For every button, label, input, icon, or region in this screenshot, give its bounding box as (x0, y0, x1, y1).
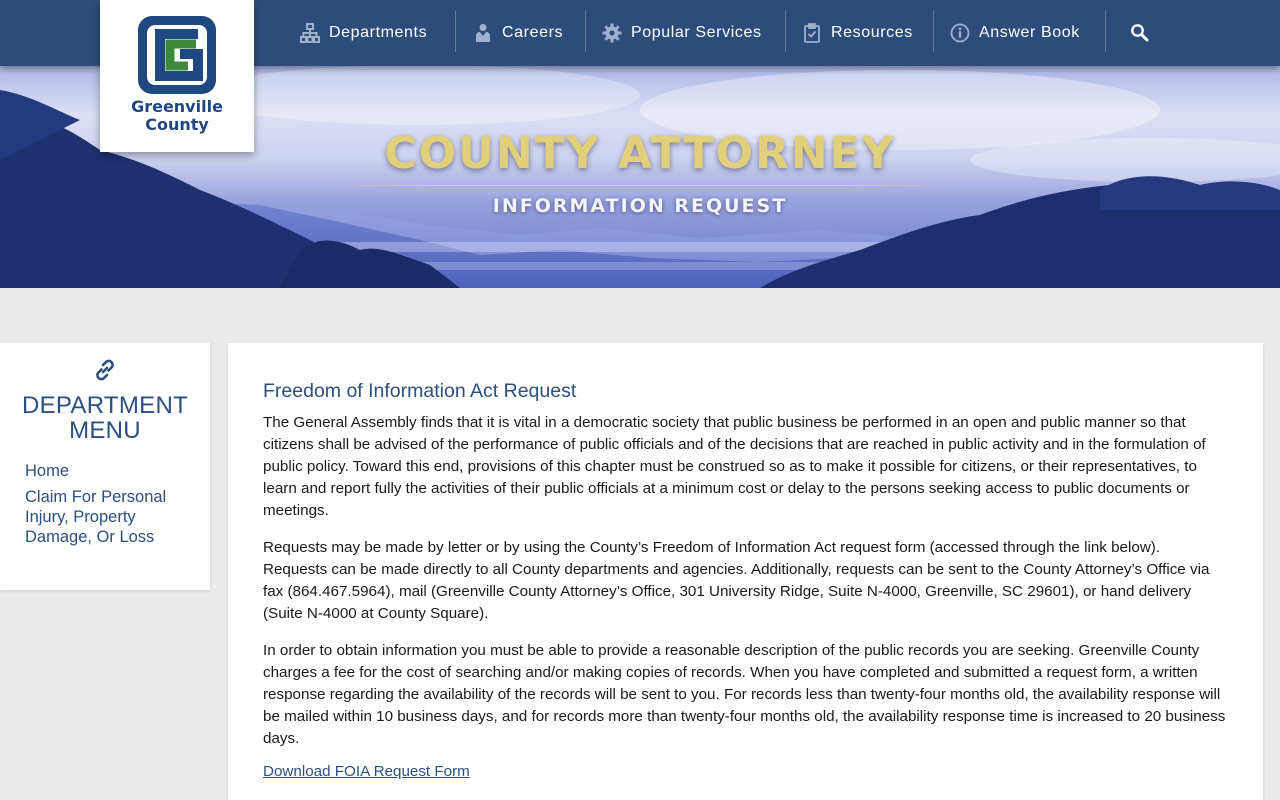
sitemap-icon (299, 22, 321, 44)
nav-label: Departments (329, 24, 428, 41)
paragraph-requests: Requests may be made by letter or by using the County’s Freedom of Information Act request form (accessed through the link below). Requests can be made directly to all County departments and agencies. Additionally, requests can be sent to the County Attorney’s Office via fax (864.467.5964), mail (Greenville County Attorney’s Office, 301 University Ridge, Suite N-4000, Greenville, SC 29601), or hand delivery (Suite N-4000 at County Square). (263, 539, 1210, 622)
sidebar-item-home[interactable]: Home (25, 462, 70, 480)
nav-resources[interactable] (801, 0, 913, 66)
department-menu-list (25, 461, 195, 553)
menu-title-line-2: MENU (69, 417, 141, 444)
county-seal-mark (136, 14, 218, 96)
paragraph-intro: The General Assembly finds that it is vital in a democratic society that public business be performed in an open and public manner so that citizens shall be advised of the performance of public officials and of the decisions that are reached in public activity and in the formulation of public policy. Toward this end, provisions of this chapter must be construed so as to make it possible for citizens, or their representatives, to learn and report fully the activities of their public officials at a minimum cost or delay to the persons seeking access to public documents or meetings. (263, 414, 1206, 519)
nav-divider (933, 10, 934, 52)
nav-divider (455, 10, 456, 52)
person-tie-icon (472, 22, 494, 44)
paragraph-fees: In order to obtain information you must be able to provide a reasonable description of the public records you are seeking. Greenville County charges a fee for the cost of searching and/or making copies of records. When you have completed and submitted a request form, a written response regarding the availability of the records will be sent to you. For records less than twenty-four months old, the availability response will be mailed within 10 business days, and for records more than twenty-four months old, the availability response time is increased to 20 business days. (263, 642, 1226, 747)
nav-label: Popular Services (631, 24, 762, 41)
logo-line-2: County (145, 115, 209, 134)
greenville-county-logo[interactable] (100, 0, 254, 152)
main-content (228, 343, 1263, 800)
hero-title: COUNTY ATTORNEY (384, 128, 896, 179)
nav-divider (1105, 10, 1106, 52)
clipboard-check-icon (801, 22, 823, 44)
nav-label: Careers (502, 24, 564, 41)
nav-departments[interactable] (299, 0, 427, 66)
download-foia-form-link[interactable]: Download FOIA Request Form (263, 763, 470, 780)
logo-line-1: Greenville (131, 97, 223, 116)
nav-divider (585, 10, 586, 52)
section-heading: Freedom of Information Act Request (263, 380, 577, 402)
link-icon (92, 357, 118, 388)
search-button[interactable] (1129, 0, 1151, 66)
nav-careers[interactable] (472, 0, 563, 66)
nav-label: Answer Book (979, 24, 1080, 41)
gear-icon (601, 22, 623, 44)
hero-divider (322, 185, 958, 186)
search-icon (1129, 22, 1151, 44)
nav-divider (785, 10, 786, 52)
sidebar-item-claim[interactable]: Claim For Personal Injury, Property Damage, Or Loss (25, 488, 167, 546)
department-menu (0, 343, 210, 590)
hero-subtitle: INFORMATION REQUEST (492, 195, 788, 217)
nav-popular-services[interactable] (601, 0, 762, 66)
department-menu-title (0, 393, 210, 443)
menu-title-line-1: DEPARTMENT (21, 392, 189, 419)
nav-answer-book[interactable] (949, 0, 1080, 66)
nav-label: Resources (831, 24, 913, 41)
info-circle-icon (949, 22, 971, 44)
